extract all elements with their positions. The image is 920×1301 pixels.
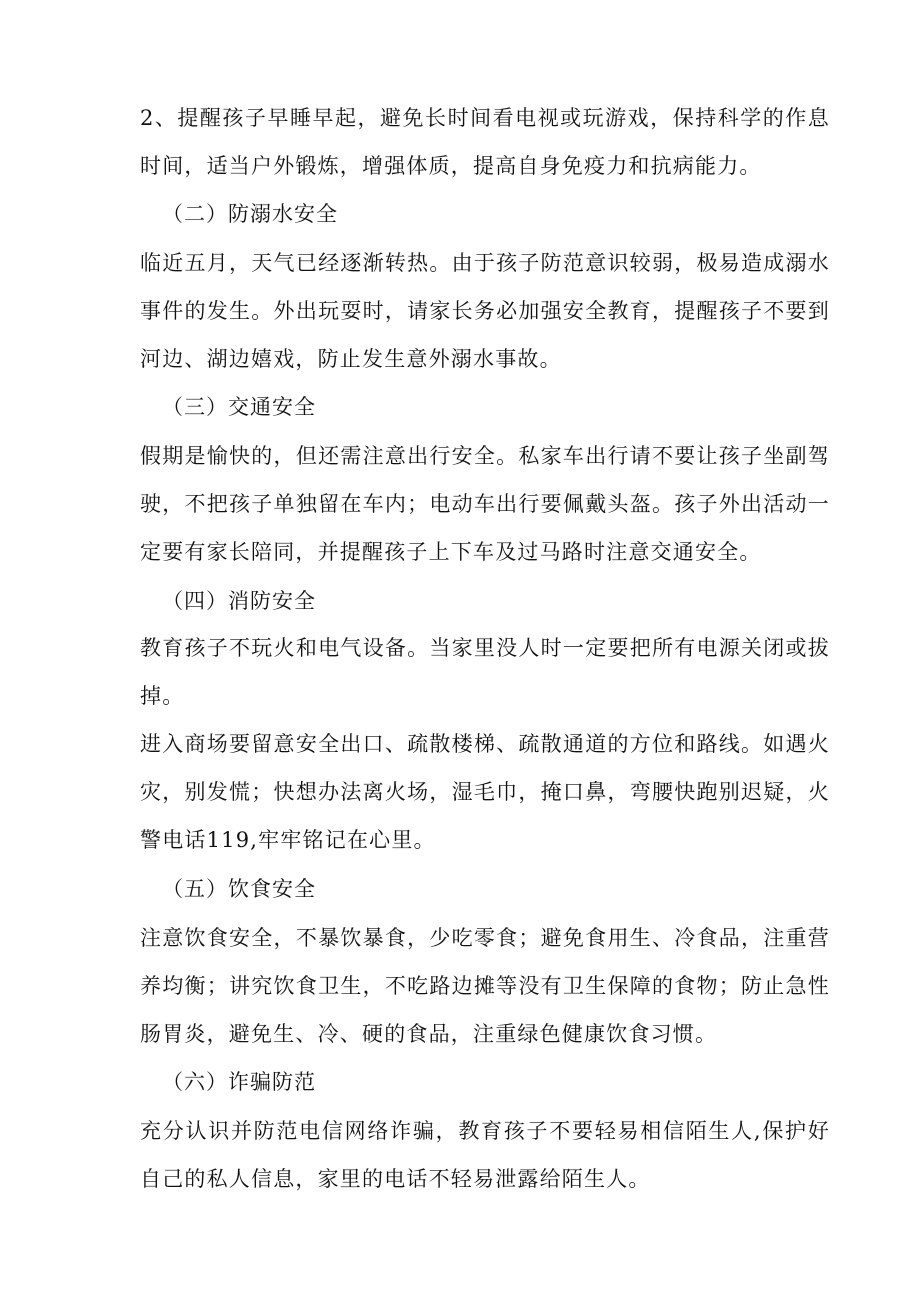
paragraph-text: 假期是愉快的，但还需注意出行安全。私家车出行请不要让孩子坐副驾驶，不把孩子单独留在车内；电动车出行要佩戴头盔。孩子外出活动一定要有家长陪同，并提醒孩子上下车及过马路时注意交通安全。	[140, 444, 830, 564]
section-heading-fire: （四）消防安全	[162, 589, 316, 613]
paragraph-text: 充分认识并防范电信网络诈骗，教育孩子不要轻易相信陌生人,保护好自己的私人信息，家里的电话不轻易泄露给陌生人。	[140, 1119, 830, 1191]
paragraph-text: 2、提醒孩子早睡早起，避免长时间看电视或玩游戏，保持科学的作息时间，适当户外锻炼，增强体质，提高自身免疫力和抗病能力。	[140, 106, 830, 178]
paragraph-drowning	[140, 239, 830, 383]
section-heading-food: （五）饮食安全	[162, 877, 316, 901]
paragraph-fire-electric	[140, 624, 830, 720]
paragraph-text: 临近五月，天气已经逐渐转热。由于孩子防范意识较弱，极易造成溺水事件的发生。外出玩耍时，请家长务必加强安全教育，提醒孩子不要到河边、湖边嬉戏，防止发生意外溺水事故。	[140, 251, 830, 371]
paragraph-rest-schedule	[140, 94, 830, 190]
paragraph-fire-escape	[140, 720, 830, 864]
section-heading-drowning: （二）防溺水安全	[162, 202, 338, 226]
paragraph-text: 进入商场要留意安全出口、疏散楼梯、疏散通道的方位和路线。如遇火灾，别发慌；快想办法离火场，湿毛巾，掩口鼻，弯腰快跑别迟疑，火警电话119,牢牢铭记在心里。	[140, 732, 830, 852]
paragraph-text: 注意饮食安全，不暴饮暴食，少吃零食；避免食用生、冷食品，注重营养均衡；讲究饮食卫生，不吃路边摊等没有卫生保障的食物；防止急性肠胃炎，避免生、冷、硬的食品，注重绿色健康饮食习惯。	[140, 926, 830, 1046]
paragraph-food	[140, 914, 830, 1058]
paragraph-traffic	[140, 432, 830, 576]
section-heading-fraud: （六）诈骗防范	[162, 1070, 316, 1094]
paragraph-text: 教育孩子不玩火和电气设备。当家里没人时一定要把所有电源关闭或拔掉。	[140, 636, 830, 708]
section-heading-traffic: （三）交通安全	[162, 395, 316, 419]
paragraph-fraud	[140, 1107, 830, 1203]
